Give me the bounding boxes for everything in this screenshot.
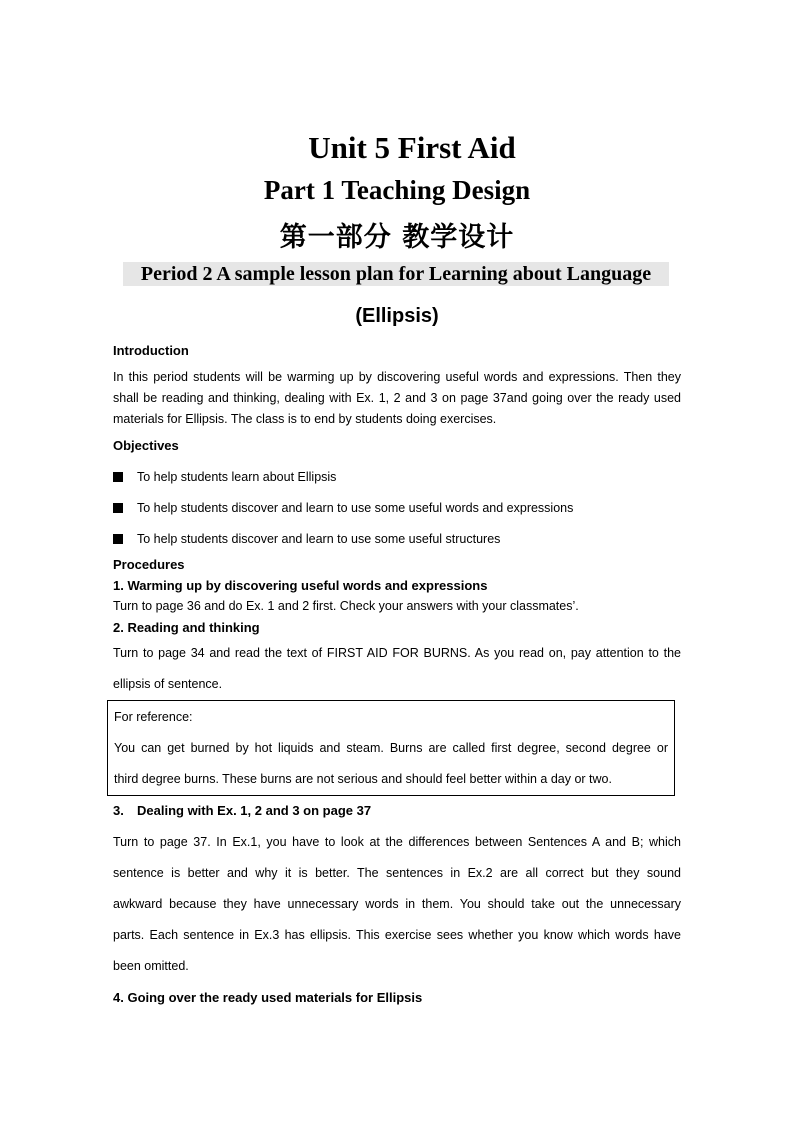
reference-line: You can get burned by hot liquids and steam. Burns are called first degree, second degree or <box>114 741 668 755</box>
part-title: Part 1 Teaching Design <box>263 175 531 205</box>
reference-box <box>107 700 675 796</box>
step2-line: Turn to page 34 and read the text of FIRST AID FOR BURNS. As you read on, pay attention to the <box>113 646 681 660</box>
step3-number: 3. <box>113 803 124 818</box>
objective-text: To help students discover and learn to use some useful structures <box>137 532 501 546</box>
step3-line: been omitted. <box>113 959 189 973</box>
step3-heading-row <box>113 803 371 818</box>
objective-item <box>113 532 500 546</box>
step3-line: sentence is better and why it is better. The sentences in Ex.2 are all correct but they sound <box>113 866 681 880</box>
bullet-square-icon <box>113 503 123 513</box>
step1-text: Turn to page 36 and do Ex. 1 and 2 first. Check your answers with your classmates’. <box>113 599 579 613</box>
step3-heading: Dealing with Ex. 1, 2 and 3 on page 37 <box>137 803 372 818</box>
objective-text: To help students discover and learn to use some useful words and expressions <box>137 501 574 515</box>
step3-line: parts. Each sentence in Ex.3 has ellipsis. This exercise sees whether you know which words have <box>113 928 681 942</box>
reference-line: third degree burns. These burns are not serious and should feel better within a day or two. <box>114 772 612 786</box>
objective-item <box>113 501 573 515</box>
introduction-line: In this period students will be warming up by discovering useful words and expressions. Then they <box>113 370 681 384</box>
step2-line: ellipsis of sentence. <box>113 677 223 691</box>
step1-heading: 1. Warming up by discovering useful words and expressions <box>113 578 488 593</box>
introduction-heading: Introduction <box>113 343 189 358</box>
introduction-line: shall be reading and thinking, dealing with Ex. 1, 2 and 3 on page 37and going over the ready used <box>113 391 681 405</box>
procedures-heading: Procedures <box>113 557 185 572</box>
step4-heading: 4. Going over the ready used materials for Ellipsis <box>113 990 423 1005</box>
objectives-heading: Objectives <box>113 438 179 453</box>
bullet-square-icon <box>113 534 123 544</box>
part-title-chinese: 第一部分 教学设计 <box>279 222 515 253</box>
unit-title: Unit 5 First Aid <box>308 130 516 165</box>
step3-line: awkward because they have unnecessary words in them. You should take out the unnecessary <box>113 897 681 911</box>
reference-label: For reference: <box>114 710 193 724</box>
period-title: Period 2 A sample lesson plan for Learning about Language <box>123 262 669 286</box>
topic-title: (Ellipsis) <box>355 305 439 327</box>
objective-text: To help students learn about Ellipsis <box>137 470 337 484</box>
introduction-line: materials for Ellipsis. The class is to end by students doing exercises. <box>113 412 497 426</box>
objective-item <box>113 470 336 484</box>
bullet-square-icon <box>113 472 123 482</box>
step3-line: Turn to page 37. In Ex.1, you have to look at the differences between Sentences A and B; which <box>113 835 681 849</box>
step2-heading: 2. Reading and thinking <box>113 620 260 635</box>
